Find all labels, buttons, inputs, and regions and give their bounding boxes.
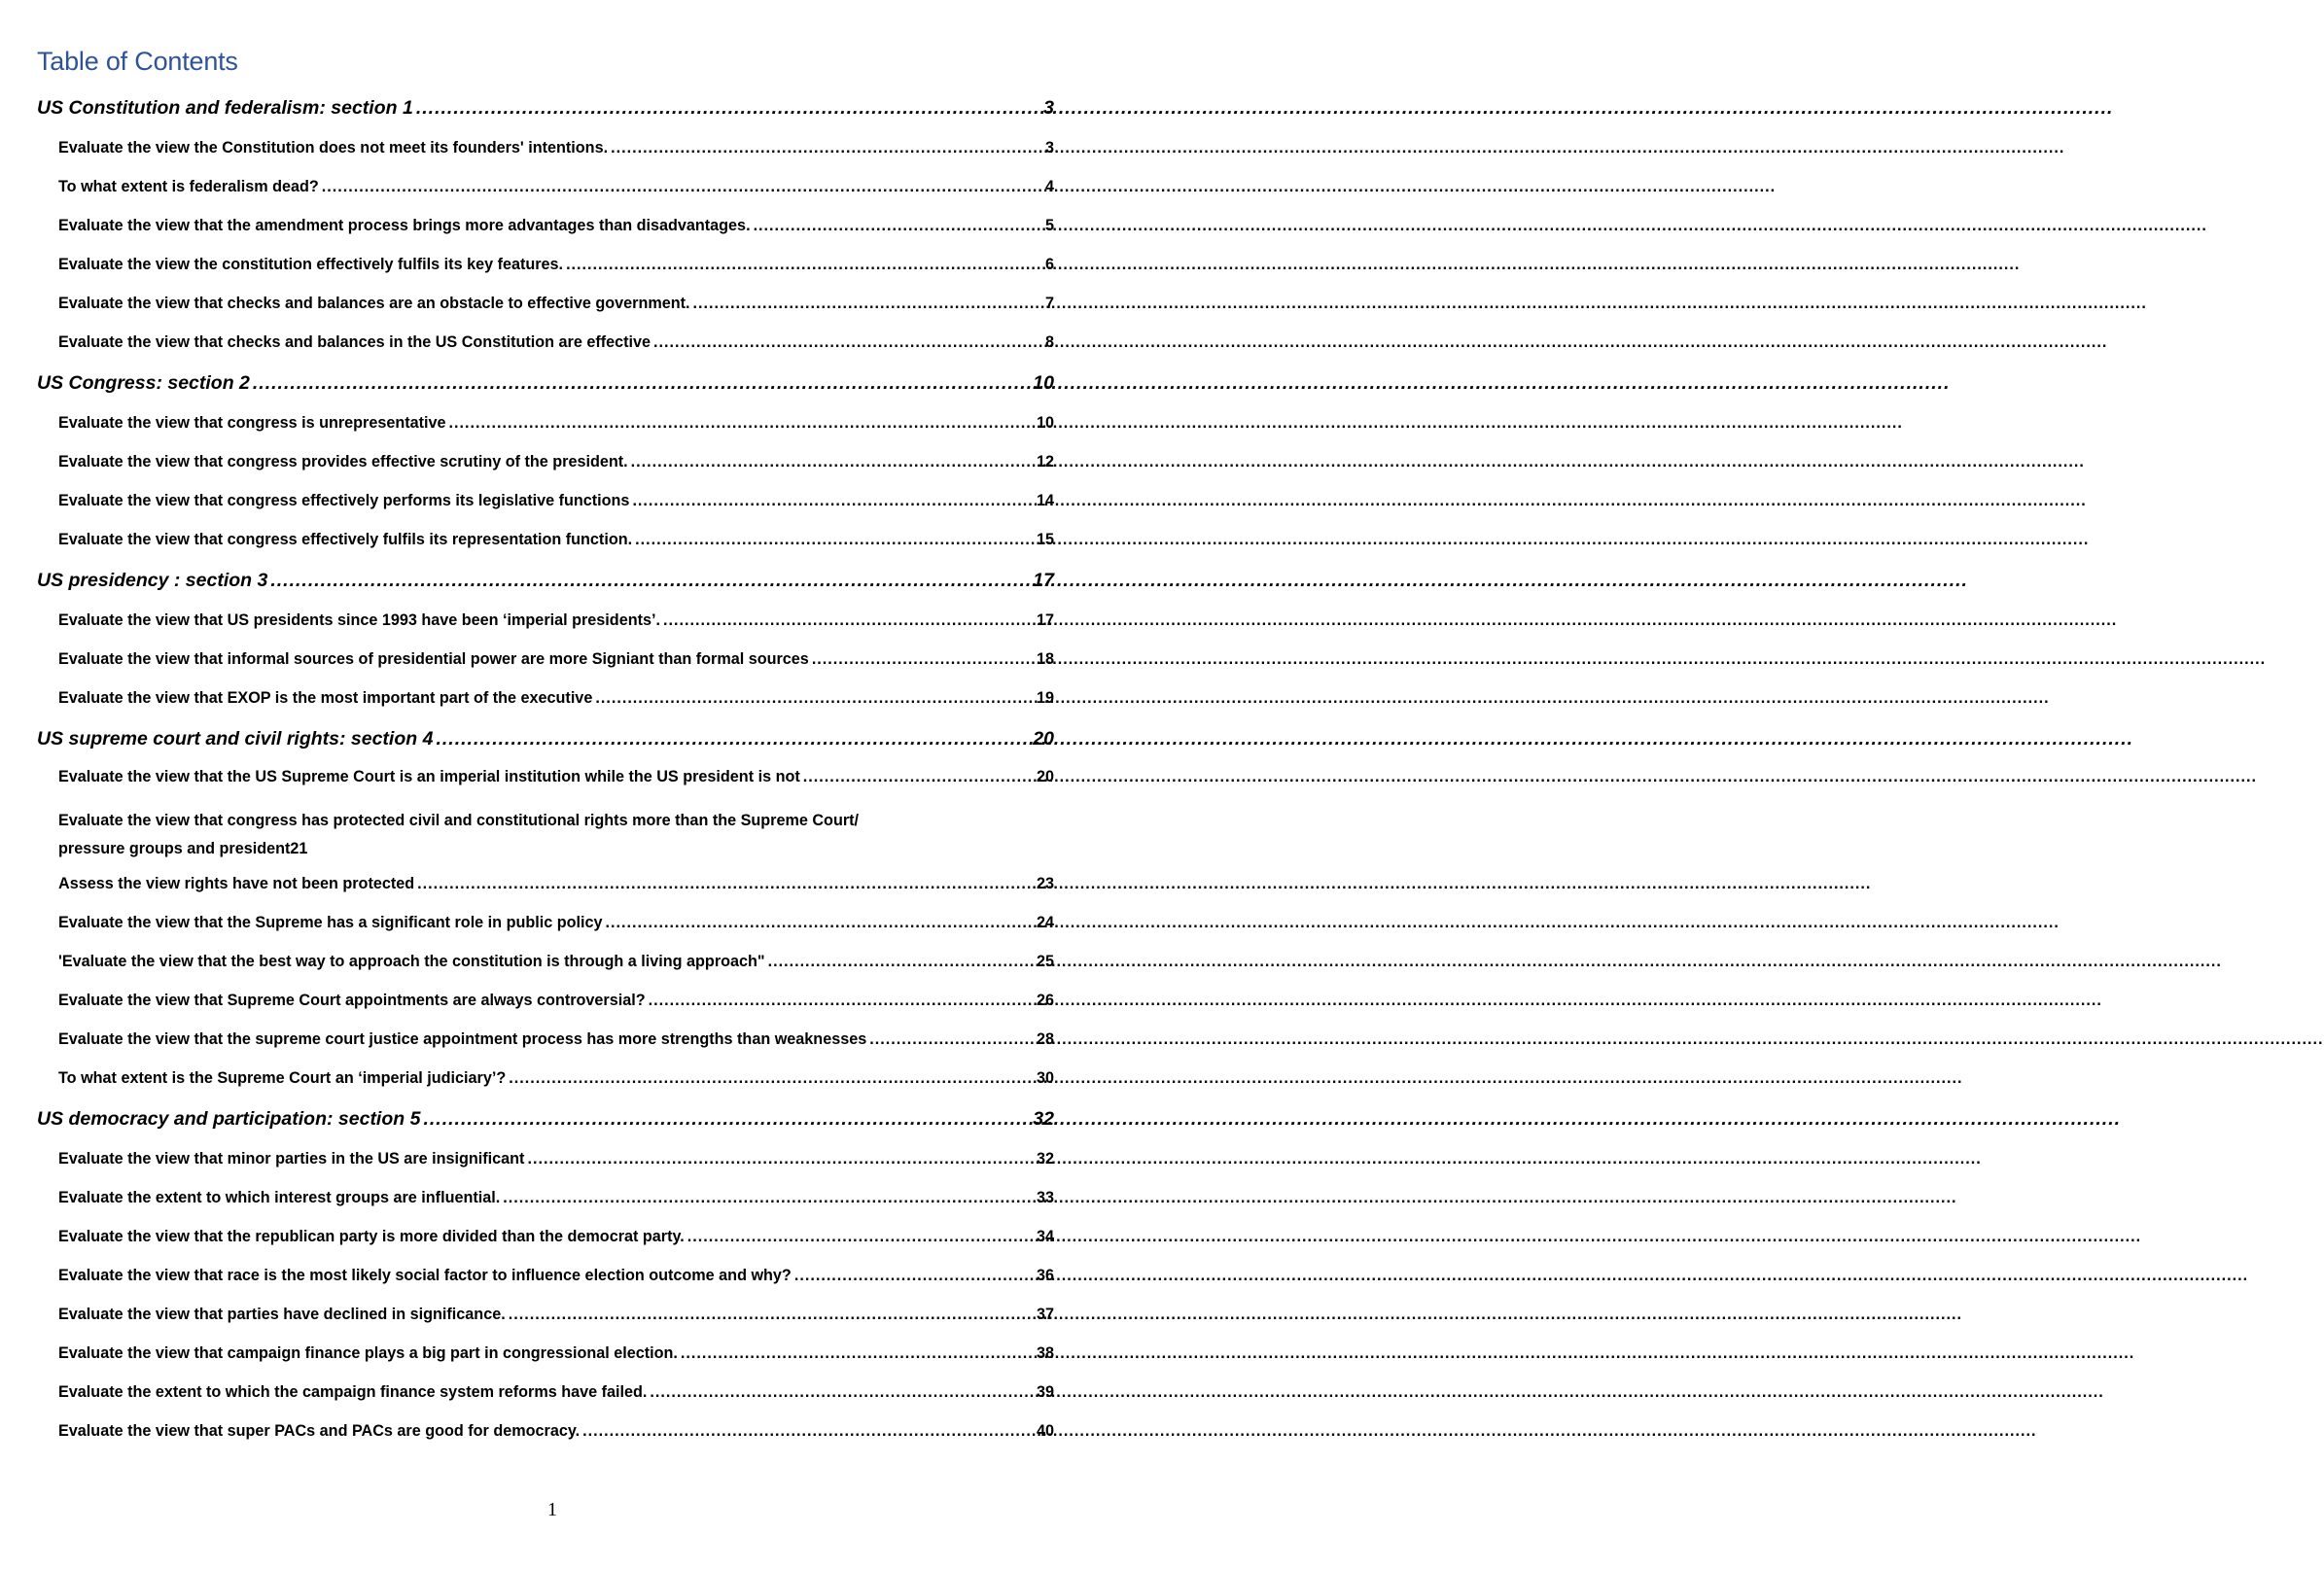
toc-page-number: 6	[1044, 256, 1054, 273]
document-page	[0, 0, 1105, 1569]
toc-entry-label: Evaluate the view that the Supreme has a significant role in public policy	[58, 914, 603, 931]
dot-leader	[794, 1267, 1034, 1285]
dot-leader	[253, 372, 1030, 395]
toc-entry-link[interactable]	[58, 1344, 1054, 1363]
toc-page-number: 15	[1036, 531, 1054, 548]
toc-list	[0, 0, 1105, 1569]
dot-leader	[423, 1108, 1030, 1131]
toc-entry-label: Evaluate the view that the US Supreme Court is an imperial institution while the US president is not	[58, 768, 800, 785]
toc-section-label: US Congress: section 2	[37, 372, 250, 394]
toc-entry-link[interactable]	[58, 492, 1054, 510]
toc-entry-label: Evaluate the view that congress provides effective scrutiny of the president.	[58, 453, 628, 471]
toc-entry-label: Evaluate the view that congress effectively performs its legislative functions	[58, 492, 630, 509]
toc-entry-label: Evaluate the view the constitution effectively fulfils its key features.	[58, 256, 564, 273]
toc-entry-label: Evaluate the view that congress has protected civil and constitutional rights more than the Supreme Court/	[58, 812, 860, 829]
toc-entry-link[interactable]	[58, 914, 1054, 932]
toc-entry-label: Evaluate the view that minor parties in the US are insignificant	[58, 1150, 525, 1168]
toc-entry-label: Evaluate the view that parties have declined in significance.	[58, 1306, 506, 1323]
toc-page-number: 12	[1036, 453, 1054, 471]
toc-page-number: 20	[1033, 728, 1054, 750]
toc-section-label: US presidency : section 3	[37, 570, 268, 591]
page-number: 1	[547, 1499, 557, 1520]
toc-page-number: 37	[1036, 1306, 1054, 1323]
dot-leader	[768, 953, 1034, 971]
toc-section-link[interactable]	[37, 570, 1054, 592]
toc-page-number: 3	[1043, 97, 1054, 119]
toc-page-number: 21	[290, 840, 308, 857]
dot-leader	[649, 992, 1034, 1010]
toc-entry-label-continued: pressure groups and president	[58, 840, 291, 857]
toc-entry-link[interactable]	[58, 611, 1054, 630]
toc-entry-label: Evaluate the extent to which interest groups are influential.	[58, 1189, 501, 1206]
toc-entry-link[interactable]	[58, 992, 1054, 1010]
toc-entry-label: Evaluate the view that informal sources of presidential power are more Signiant than formal sources	[58, 650, 809, 668]
toc-page-number: 39	[1036, 1383, 1054, 1401]
toc-entry-label: Assess the view rights have not been protected	[58, 875, 415, 892]
toc-page-number: 8	[1044, 333, 1054, 351]
toc-entry-link[interactable]	[58, 650, 1054, 669]
dot-leader	[449, 414, 1034, 433]
toc-entry-label: Evaluate the view that the republican party is more divided than the democrat party.	[58, 1228, 685, 1245]
toc-section-label: US supreme court and civil rights: section 4	[37, 728, 434, 750]
toc-entry-label: Evaluate the extent to which the campaign finance system reforms have failed.	[58, 1383, 648, 1401]
toc-entry-link[interactable]	[58, 1189, 1054, 1207]
toc-entry-label: Evaluate the view that checks and balances in the US Constitution are effective	[58, 333, 651, 351]
toc-entry-link[interactable]	[58, 875, 1054, 893]
dot-leader	[436, 728, 1030, 750]
toc-entry-label: Evaluate the view that checks and balances are an obstacle to effective government.	[58, 295, 690, 312]
toc-page-number: 20	[1036, 768, 1054, 785]
dot-leader	[754, 217, 1042, 235]
toc-entry-link[interactable]	[58, 453, 1054, 471]
toc-entry-link[interactable]	[58, 1267, 1054, 1285]
dot-leader	[527, 1150, 1034, 1168]
dot-leader	[611, 139, 1042, 157]
toc-page-number: 33	[1036, 1189, 1054, 1206]
toc-entry-label: Evaluate the view that race is the most likely social factor to influence election outcome and why?	[58, 1267, 792, 1284]
toc-page-number: 3	[1044, 139, 1054, 157]
dot-leader	[650, 1383, 1034, 1402]
toc-page-number: 17	[1036, 611, 1054, 629]
toc-page-number: 10	[1033, 372, 1054, 394]
dot-leader	[606, 914, 1034, 932]
dot-leader	[416, 97, 1040, 120]
toc-entry-label: Evaluate the view that EXOP is the most important part of the executive	[58, 689, 593, 707]
toc-entry-label: Evaluate the view that super PACs and PACs are good for democracy.	[58, 1422, 581, 1440]
toc-entry-link[interactable]	[58, 217, 1054, 235]
toc-entry-label: Evaluate the view that congress effectively fulfils its representation function.	[58, 531, 633, 548]
toc-page-number: 25	[1036, 953, 1054, 970]
toc-page-number: 19	[1036, 689, 1054, 707]
toc-page-number: 24	[1036, 914, 1054, 931]
toc-entry-label: 'Evaluate the view that the best way to approach the constitution is through a living approach"	[58, 953, 765, 970]
toc-page-number: 5	[1044, 217, 1054, 234]
dot-leader	[635, 531, 1034, 549]
toc-entry-link[interactable]	[58, 1150, 1054, 1168]
dot-leader	[693, 295, 1042, 313]
toc-entry-label: Evaluate the view that congress is unrepresentative	[58, 414, 446, 432]
toc-page-number: 23	[1036, 875, 1054, 892]
toc-page-number: 32	[1036, 1150, 1054, 1168]
toc-page-number: 18	[1036, 650, 1054, 668]
dot-leader	[566, 256, 1042, 274]
toc-entry-link[interactable]	[58, 953, 1054, 971]
toc-section-label: US Constitution and federalism: section 1	[37, 97, 413, 119]
toc-entry-label: Evaluate the view that US presidents since 1993 have been ‘imperial presidents’.	[58, 611, 660, 629]
dot-leader	[653, 333, 1042, 352]
dot-leader	[681, 1344, 1034, 1363]
dot-leader	[663, 611, 1034, 630]
toc-page-number: 34	[1036, 1228, 1054, 1245]
toc-entry-link[interactable]	[58, 139, 1054, 157]
toc-page-number: 7	[1044, 295, 1054, 312]
toc-entry-link[interactable]	[58, 414, 1054, 433]
dot-leader	[509, 1306, 1034, 1324]
dot-leader	[503, 1189, 1034, 1207]
toc-entry-link[interactable]	[58, 295, 1054, 313]
toc-page-number: 32	[1033, 1108, 1054, 1130]
toc-section-link[interactable]	[37, 728, 1054, 750]
toc-page-number: 10	[1036, 414, 1054, 432]
dot-leader	[417, 875, 1034, 893]
toc-section-link[interactable]	[37, 1108, 1054, 1131]
dot-leader	[803, 768, 1034, 786]
toc-entry-label: To what extent is federalism dead?	[58, 178, 319, 195]
toc-page-number: 26	[1036, 992, 1054, 1009]
toc-entry-link[interactable]	[58, 1228, 1054, 1246]
toc-title: Table of Contents	[37, 47, 238, 76]
toc-page-number: 36	[1036, 1267, 1054, 1284]
dot-leader	[595, 689, 1034, 708]
toc-page-number: 28	[1036, 1030, 1054, 1048]
toc-entry-link[interactable]	[58, 689, 1054, 708]
toc-entry-link[interactable]	[58, 768, 1054, 786]
toc-entry-link[interactable]	[58, 1030, 1054, 1049]
toc-entry-link[interactable]	[58, 333, 1054, 352]
toc-entry-label: Evaluate the view that campaign finance plays a big part in congressional election.	[58, 1344, 678, 1362]
toc-page-number: 17	[1033, 570, 1054, 591]
toc-entry-link[interactable]	[58, 256, 1054, 274]
toc-entry-link[interactable]	[58, 1383, 1054, 1402]
toc-entry-link[interactable]	[58, 1306, 1054, 1324]
dot-leader	[270, 570, 1030, 592]
toc-entry-link[interactable]	[58, 178, 1054, 196]
dot-leader	[812, 650, 1034, 669]
dot-leader	[582, 1422, 1034, 1441]
dot-leader	[509, 1069, 1034, 1088]
toc-section-link[interactable]	[37, 372, 1054, 395]
toc-entry-label: Evaluate the view that Supreme Court appointments are always controversial?	[58, 992, 646, 1009]
dot-leader	[869, 1030, 1034, 1049]
dot-leader	[687, 1228, 1034, 1246]
toc-entry-label: To what extent is the Supreme Court an ‘imperial judiciary’?	[58, 1069, 507, 1087]
toc-entry-continuation	[58, 835, 1054, 863]
toc-entry-label: Evaluate the view that the supreme court justice appointment process has more strengths than weaknesses	[58, 1030, 867, 1048]
toc-entry-link[interactable]	[58, 1422, 1054, 1441]
toc-entry-link[interactable]	[58, 1069, 1054, 1088]
toc-entry-link[interactable]	[58, 531, 1054, 549]
dot-leader	[631, 453, 1034, 471]
toc-page-number: 38	[1036, 1344, 1054, 1362]
dot-leader	[322, 178, 1042, 196]
toc-page-number: 40	[1036, 1422, 1054, 1440]
toc-page-number: 14	[1036, 492, 1054, 509]
toc-section-link[interactable]	[37, 97, 1054, 120]
toc-entry-label: Evaluate the view that the amendment process brings more advantages than disadvantages.	[58, 217, 751, 234]
toc-page-number: 30	[1036, 1069, 1054, 1087]
dot-leader	[632, 492, 1034, 510]
toc-entry-label: Evaluate the view the Constitution does not meet its founders' intentions.	[58, 139, 609, 157]
toc-entry-link[interactable]	[58, 807, 1054, 863]
toc-section-label: US democracy and participation: section 5	[37, 1108, 421, 1130]
toc-page-number: 4	[1044, 178, 1054, 195]
